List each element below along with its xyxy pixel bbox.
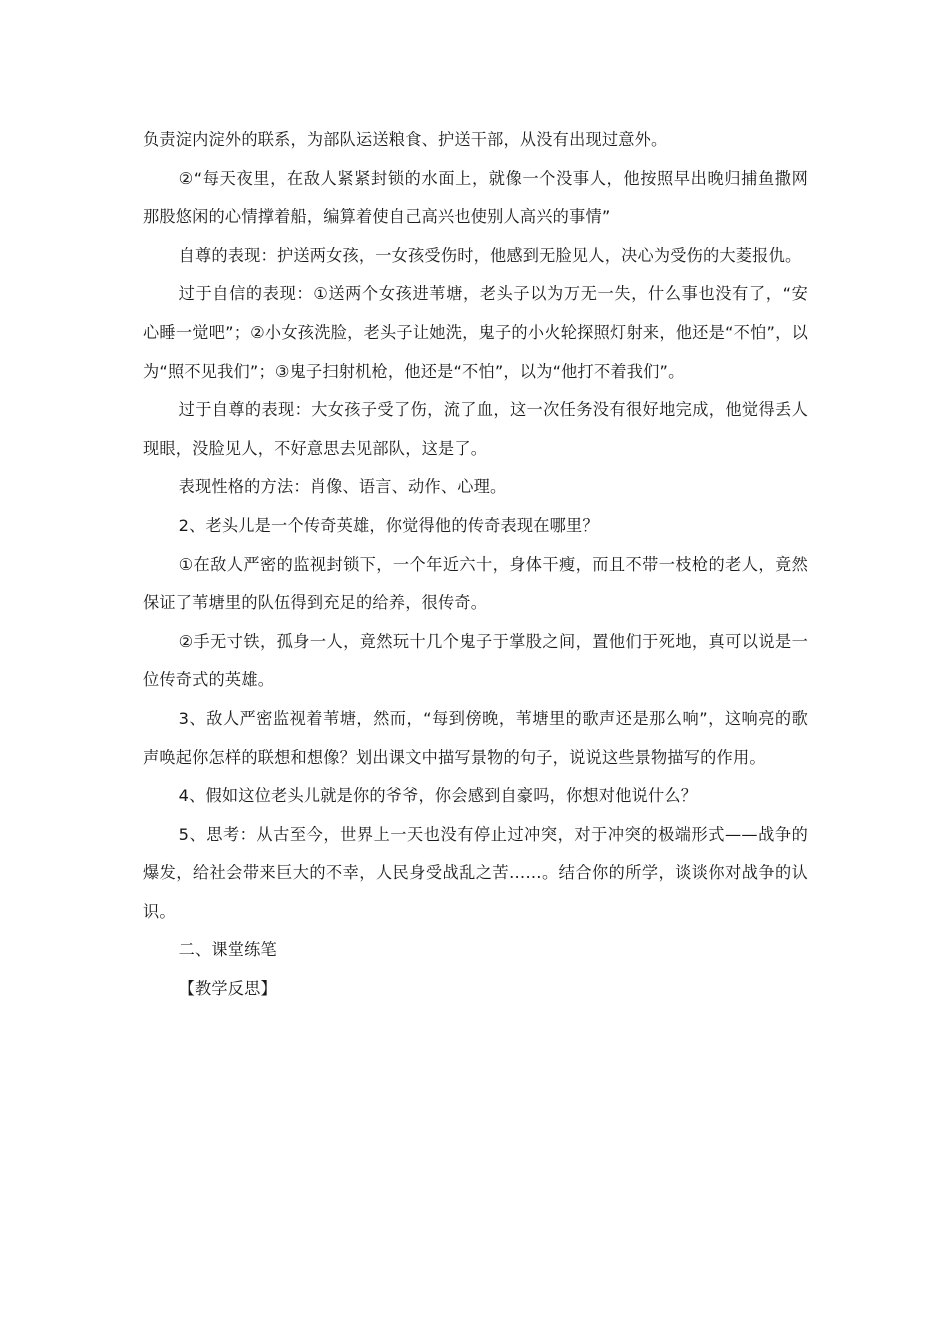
question-2: 2、老头儿是一个传奇英雄，你觉得他的传奇表现在哪里？: [178, 515, 599, 535]
question-5: 5、思考：从古至今，世界上一天也没有停止过冲突，对于冲突的极端形式——战争的爆发，给社会带来巨大的不幸，人民身受战乱之苦……。结合你的所学，谈谈你对战争的认识。: [143, 824, 808, 921]
paragraph-continuation: 负责淀内淀外的联系，为部队运送粮食、护送干部，从没有出现过意外。: [143, 130, 668, 149]
answer-2-2: ②手无寸铁，孤身一人，竟然玩十几个鬼子于掌股之间，置他们于死地，真可以说是一位传奇式的英雄。: [143, 631, 808, 690]
paragraph-excess-self-esteem: 过于自尊的表现：大女孩子受了伤，流了血，这一次任务没有很好地完成，他觉得丢人现眼，没脸见人，不好意思去见部队，这是了。: [143, 400, 808, 458]
paragraph-overconfidence: 过于自信的表现：①送两个女孩进苇塘，老头子以为万无一失，什么事也没有了，“安心睡一觉吧”；②小女孩洗脸，老头子让她洗，鬼子的小火轮探照灯射来，他还是“不怕”，以为“照不见我们”；③鬼子扫射机枪，他还是“不怕”，以为“他打不着我们”。: [143, 284, 808, 381]
section-heading-reflection: 【教学反思】: [178, 979, 277, 999]
question-3: 3、敌人严密监视着苇塘，然而，“每到傍晚，苇塘里的歌声还是那么响”，这响亮的歌声唤起你怎样的联想和想像？划出课文中描写景物的句子，说说这些景物描写的作用。: [143, 708, 808, 767]
section-heading-practice: 二、课堂练笔: [178, 940, 277, 960]
document-body: [143, 121, 808, 1009]
paragraph-methods: 表现性格的方法：肖像、语言、动作、心理。: [178, 477, 507, 497]
question-4: 4、假如这位老头儿就是你的爷爷，你会感到自豪吗，你想对他说什么？: [178, 786, 698, 806]
paragraph-self-esteem: 自尊的表现：护送两女孩，一女孩受伤时，他感到无脸见人，决心为受伤的大菱报仇。: [178, 245, 802, 265]
answer-2-1: ①在敌人严密的监视封锁下，一个年近六十，身体干瘦，而且不带一枝枪的老人，竟然保证了苇塘里的队伍得到充足的给养，很传奇。: [143, 554, 808, 613]
paragraph-quote: ②“每天夜里，在敌人紧紧封锁的水面上，就像一个没事人，他按照早出晚归捕鱼撒网那股悠闲的心情撑着船，编算着使自己高兴也使别人高兴的事情”: [143, 168, 808, 227]
